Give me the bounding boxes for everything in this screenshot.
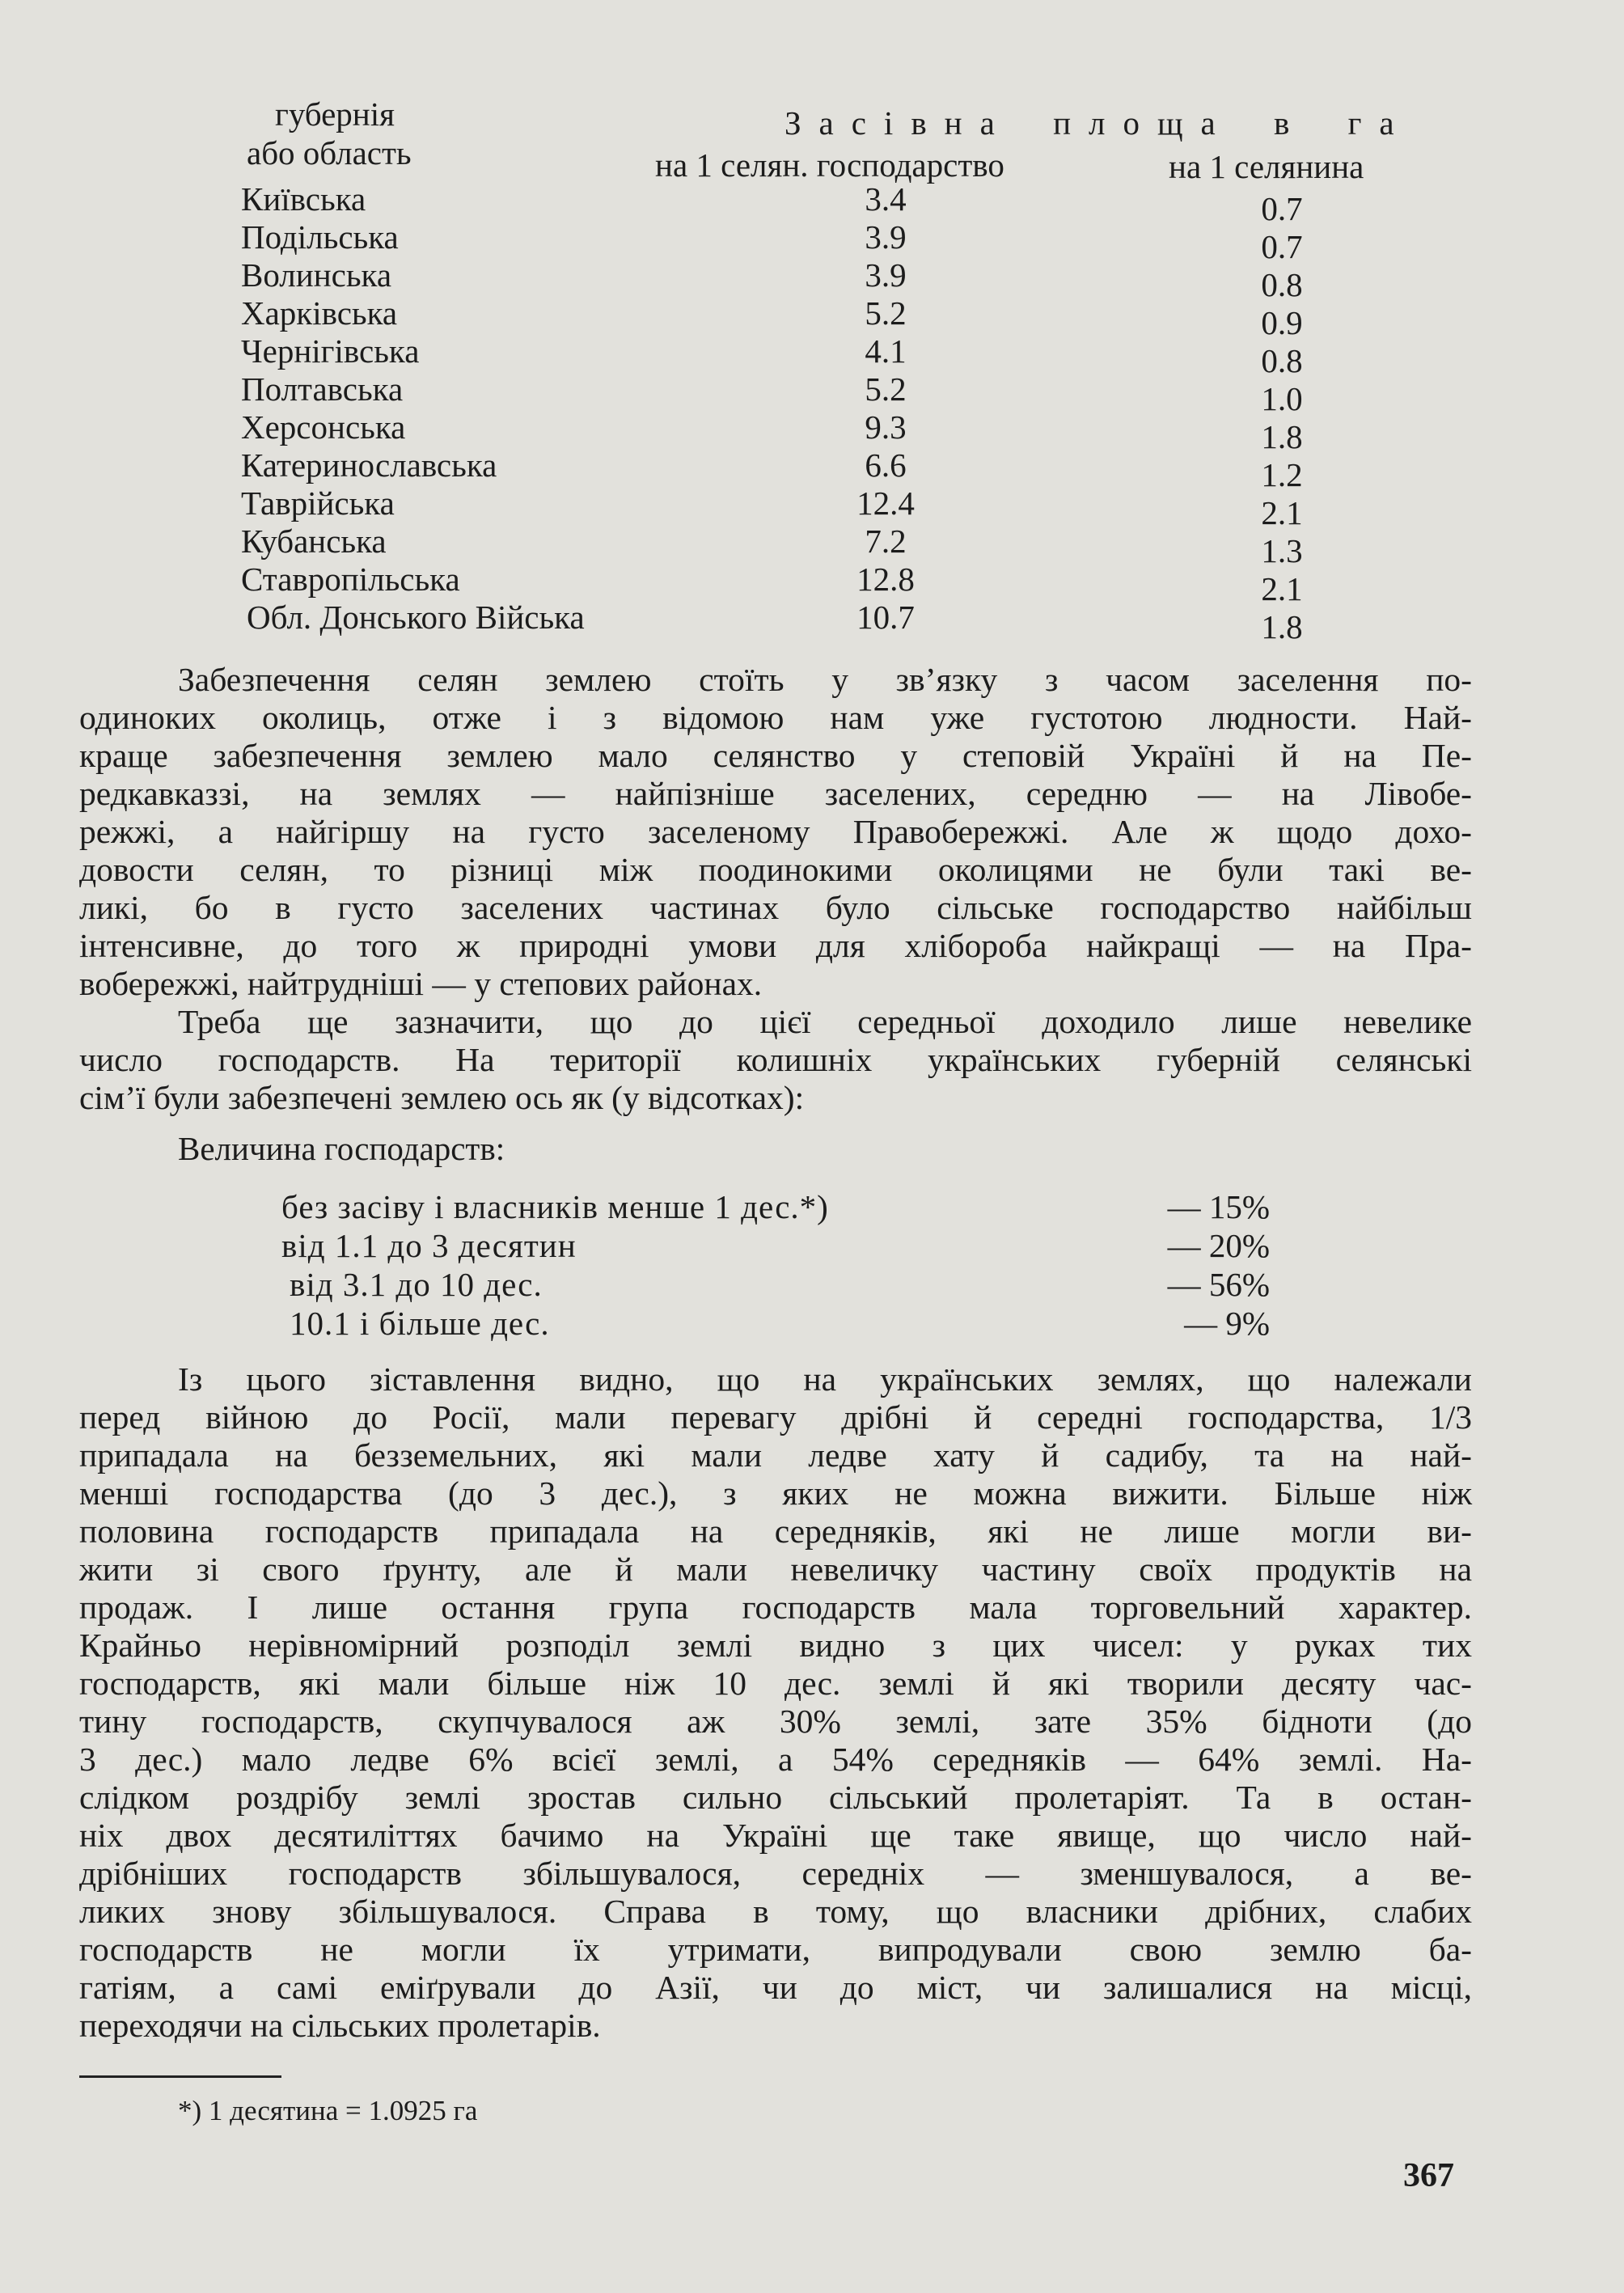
table-row	[0, 561, 1624, 607]
region-name: Київська	[241, 180, 366, 218]
text-line: режжі, а найгіршу на густо заселеному Правобережжі. Але ж щодо дохо-	[79, 813, 1472, 850]
table-row	[0, 599, 1624, 645]
text-line: припадала на безземельних, які мали ледве хату й садибу, та на най-	[79, 1436, 1472, 1474]
text-line: половина господарств припадала на середняків, які не лише могли ви-	[79, 1512, 1472, 1550]
paragraph-land-provision	[79, 661, 1472, 1003]
region-name: Подільська	[241, 218, 399, 256]
text-line: Крайньо нерівномірний розподіл землі видно з цих чисел: у руках тих	[79, 1627, 1472, 1664]
region-name: Кубанська	[241, 522, 387, 560]
text-line: тину господарств, скупчувалося аж 30% землі, зате 35% бідноти (до	[79, 1703, 1472, 1740]
table-header-region-line1: губернія	[275, 95, 395, 133]
table-header-per-peasant: на 1 селянина	[1169, 148, 1364, 185]
text-line: вобережжі, найтрудніші — у степових районах.	[79, 965, 763, 1002]
per-peasant-value: 2.1	[1261, 570, 1303, 607]
table-row	[0, 218, 1624, 265]
per-household-value: 9.3	[865, 408, 907, 446]
region-name: Таврійська	[241, 484, 395, 522]
text-line: переходячи на сільських пролетарів.	[79, 2007, 601, 2044]
text-line: ликі, бо в густо заселених частинах було сільське господарство найбільш	[79, 889, 1472, 926]
table-row	[0, 256, 1624, 303]
text-line: Забезпечення селян землею стоїть у зв’язку з часом заселення по-	[178, 661, 1472, 698]
size-percent: — 9%	[1184, 1305, 1270, 1342]
table-row	[0, 332, 1624, 379]
per-peasant-value: 1.0	[1261, 380, 1303, 417]
text-line: господарств не могли їх утримати, випродували свою землю ба-	[79, 1931, 1472, 1968]
per-peasant-value: 2.1	[1261, 494, 1303, 531]
list-item	[0, 1265, 1624, 1304]
list-item	[0, 1304, 1624, 1343]
table-row	[0, 408, 1624, 455]
paragraph-household-share	[79, 1003, 1472, 1117]
table-row	[0, 370, 1624, 417]
text-line: довости селян, то різниці між поодинокими околицями не були такі ве-	[79, 851, 1472, 888]
per-peasant-value: 0.7	[1261, 228, 1303, 265]
table-row	[0, 484, 1624, 531]
text-line: Треба ще зазначити, що до цієї середньої доходило лише невелике	[178, 1003, 1472, 1040]
size-label: 10.1 і більше дес.	[290, 1305, 550, 1342]
per-household-value: 3.9	[865, 256, 907, 294]
text-line: краще забезпечення землею мало селянство у степовій Україні й на Пе-	[79, 737, 1472, 774]
per-peasant-value: 0.9	[1261, 304, 1303, 341]
per-household-value: 6.6	[865, 446, 907, 484]
text-line: продаж. І лише остання група господарств мала торговельний характер.	[79, 1589, 1472, 1626]
region-name: Харківська	[241, 294, 398, 332]
text-line: ніх двох десятиліттях бачимо на Україні ще таке явище, що число най-	[79, 1817, 1472, 1854]
table-row	[0, 180, 1624, 227]
footnote-divider	[79, 2075, 281, 2078]
region-name: Волинська	[241, 256, 392, 294]
text-line: сім’ї були забезпечені землею ось як (у відсотках):	[79, 1079, 805, 1116]
table-header-region-line2: або область	[247, 134, 412, 171]
size-percent: — 20%	[1167, 1227, 1270, 1264]
per-peasant-value: 1.8	[1261, 608, 1303, 645]
text-line: інтенсивне, до того ж природні умови для хлібороба найкращі — на Пра-	[79, 927, 1472, 964]
table-header-per-household: на 1 селян. господарство	[655, 146, 1004, 184]
per-household-value: 4.1	[865, 332, 907, 370]
region-name: Катеринославська	[241, 446, 497, 484]
per-household-value: 12.4	[856, 484, 915, 522]
size-percent: — 56%	[1167, 1266, 1270, 1303]
text-line: менші господарства (до 3 дес.), з яких не можна вижити. Більше ніж	[79, 1474, 1472, 1512]
per-peasant-value: 0.8	[1261, 266, 1303, 303]
table-row	[0, 522, 1624, 569]
text-line: гатіям, а самі еміґрували до Азії, чи до міст, чи залишалися на місці,	[79, 1969, 1472, 2006]
text-line: Із цього зіставлення видно, що на українських землях, що належали	[178, 1360, 1472, 1398]
per-peasant-value: 1.2	[1261, 456, 1303, 493]
per-household-value: 5.2	[865, 294, 907, 332]
size-label: від 3.1 до 10 дес.	[290, 1266, 543, 1303]
text-line: слідком роздрібу землі зростав сильно сільський пролетаріят. Та в остан-	[79, 1779, 1472, 1816]
region-name: Ставропільська	[241, 561, 460, 598]
per-peasant-value: 0.7	[1261, 190, 1303, 227]
table-row	[0, 446, 1624, 493]
paragraph-conclusion	[79, 1360, 1472, 2045]
text-line: господарств, які мали більше ніж 10 дес. землі й які творили десяту час-	[79, 1665, 1472, 1702]
text-line: 3 дес.) мало ледве 6% всієї землі, а 54% середняків — 64% землі. На-	[79, 1741, 1472, 1778]
per-household-value: 5.2	[865, 370, 907, 408]
text-line: ликих знову збільшувалося. Справа в тому, що власники дрібних, слабих	[79, 1893, 1472, 1930]
per-household-value: 10.7	[856, 599, 915, 636]
per-household-value: 3.9	[865, 218, 907, 256]
list-item	[0, 1187, 1624, 1226]
footnote: *) 1 десятина = 1.0925 га	[178, 2095, 478, 2126]
per-peasant-value: 0.8	[1261, 342, 1303, 379]
text-line: перед війною до Росії, мали перевагу дрібні й середні господарства, 1/3	[79, 1398, 1472, 1436]
per-household-value: 7.2	[865, 522, 907, 560]
text-line: жити зі свого ґрунту, але й мали невеличку частину своїх продуктів на	[79, 1551, 1472, 1588]
per-household-value: 12.8	[856, 561, 915, 598]
table-row	[0, 294, 1624, 341]
text-line: дрібніших господарств збільшувалося, середніх — зменшувалося, а ве-	[79, 1855, 1472, 1892]
sizes-title: Величина господарств:	[178, 1130, 505, 1167]
per-household-value: 3.4	[865, 180, 907, 218]
region-name: Херсонська	[241, 408, 406, 446]
per-peasant-value: 1.8	[1261, 418, 1303, 455]
region-name: Полтавська	[241, 370, 404, 408]
size-label: від 1.1 до 3 десятин	[281, 1227, 577, 1264]
text-line: число господарств. На території колишніх українських губерній селянські	[79, 1041, 1472, 1078]
text-line: редкавказзі, на землях — найпізніше заселених, середню — на Лівобе-	[79, 775, 1472, 812]
size-percent: — 15%	[1167, 1188, 1270, 1225]
page-number: 367	[1403, 2157, 1454, 2194]
list-item	[0, 1226, 1624, 1265]
table-header-sown-area: Засівна площа в га	[785, 104, 1412, 142]
region-name: Чернігівська	[241, 332, 420, 370]
per-peasant-value: 1.3	[1261, 532, 1303, 569]
text-line: одиноких околиць, отже і з відомою нам уже густотою людности. Най-	[79, 699, 1472, 736]
region-name: Обл. Донського Війська	[247, 599, 585, 636]
size-label: без засіву і власників менше 1 дес.*)	[281, 1188, 829, 1225]
